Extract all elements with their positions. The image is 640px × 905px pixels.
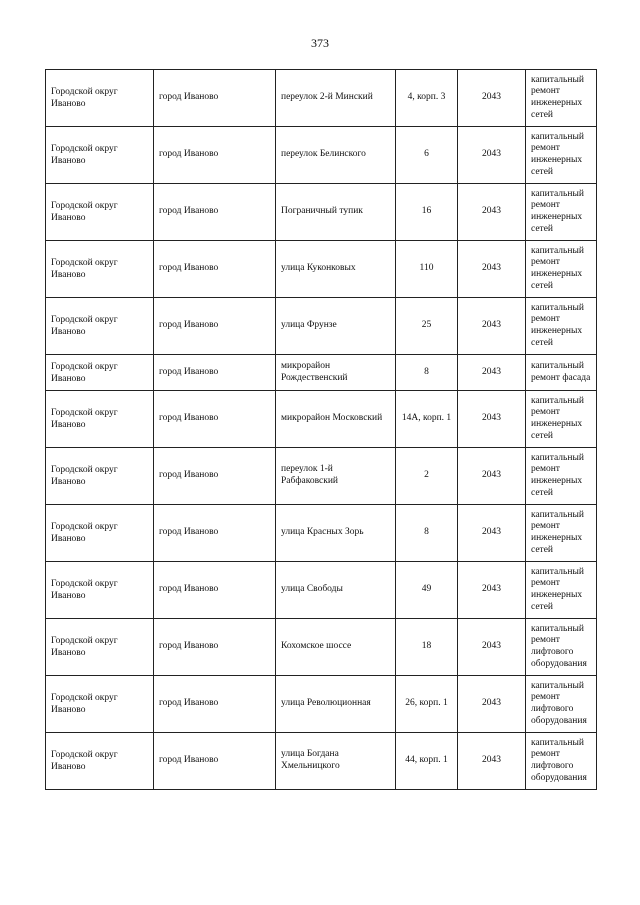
- work-type-cell: капитальный ремонт инженерных сетей: [526, 391, 597, 448]
- table-row: [46, 562, 597, 619]
- work-type-cell: капитальный ремонт инженерных сетей: [526, 562, 597, 619]
- work-type-cell: капитальный ремонт лифтового оборудования: [526, 619, 597, 676]
- table-row: [46, 127, 597, 184]
- year-cell: 2043: [458, 505, 526, 562]
- settlement-cell: город Иваново: [154, 298, 276, 355]
- work-type-cell: капитальный ремонт инженерных сетей: [526, 298, 597, 355]
- table-row: [46, 448, 597, 505]
- work-type-cell: капитальный ремонт инженерных сетей: [526, 505, 597, 562]
- table-row: [46, 241, 597, 298]
- house-cell: 25: [396, 298, 458, 355]
- year-cell: 2043: [458, 448, 526, 505]
- settlement-cell: город Иваново: [154, 127, 276, 184]
- municipality-cell: Городской округ Иваново: [46, 184, 154, 241]
- municipality-cell: Городской округ Иваново: [46, 505, 154, 562]
- house-cell: 8: [396, 355, 458, 391]
- house-cell: 44, корп. 1: [396, 733, 458, 790]
- work-type-cell: капитальный ремонт инженерных сетей: [526, 448, 597, 505]
- work-type-cell: капитальный ремонт инженерных сетей: [526, 70, 597, 127]
- year-cell: 2043: [458, 355, 526, 391]
- settlement-cell: город Иваново: [154, 505, 276, 562]
- settlement-cell: город Иваново: [154, 733, 276, 790]
- settlement-cell: город Иваново: [154, 562, 276, 619]
- settlement-cell: город Иваново: [154, 676, 276, 733]
- house-cell: 4, корп. 3: [396, 70, 458, 127]
- municipality-cell: Городской округ Иваново: [46, 676, 154, 733]
- settlement-cell: город Иваново: [154, 355, 276, 391]
- house-cell: 16: [396, 184, 458, 241]
- repair-schedule-table: [45, 69, 597, 790]
- settlement-cell: город Иваново: [154, 70, 276, 127]
- municipality-cell: Городской округ Иваново: [46, 391, 154, 448]
- table-row: [46, 733, 597, 790]
- year-cell: 2043: [458, 676, 526, 733]
- work-type-cell: капитальный ремонт инженерных сетей: [526, 127, 597, 184]
- year-cell: 2043: [458, 241, 526, 298]
- house-cell: 18: [396, 619, 458, 676]
- street-cell: улица Революционная: [276, 676, 396, 733]
- year-cell: 2043: [458, 391, 526, 448]
- municipality-cell: Городской округ Иваново: [46, 127, 154, 184]
- page-number: 373: [311, 36, 329, 50]
- municipality-cell: Городской округ Иваново: [46, 448, 154, 505]
- work-type-cell: капитальный ремонт инженерных сетей: [526, 184, 597, 241]
- work-type-cell: капитальный ремонт лифтового оборудования: [526, 676, 597, 733]
- street-cell: улица Свободы: [276, 562, 396, 619]
- table-row: [46, 355, 597, 391]
- municipality-cell: Городской округ Иваново: [46, 733, 154, 790]
- year-cell: 2043: [458, 298, 526, 355]
- year-cell: 2043: [458, 70, 526, 127]
- street-cell: улица Фрунзе: [276, 298, 396, 355]
- municipality-cell: Городской округ Иваново: [46, 241, 154, 298]
- table-row: [46, 391, 597, 448]
- street-cell: переулок 2-й Минский: [276, 70, 396, 127]
- street-cell: микрорайон Рождественский: [276, 355, 396, 391]
- street-cell: переулок Белинского: [276, 127, 396, 184]
- settlement-cell: город Иваново: [154, 391, 276, 448]
- year-cell: 2043: [458, 127, 526, 184]
- house-cell: 8: [396, 505, 458, 562]
- house-cell: 26, корп. 1: [396, 676, 458, 733]
- street-cell: микрорайон Московский: [276, 391, 396, 448]
- municipality-cell: Городской округ Иваново: [46, 619, 154, 676]
- street-cell: Кохомское шоссе: [276, 619, 396, 676]
- table-row: [46, 184, 597, 241]
- table-row: [46, 505, 597, 562]
- street-cell: улица Куконковых: [276, 241, 396, 298]
- settlement-cell: город Иваново: [154, 619, 276, 676]
- table-row: [46, 619, 597, 676]
- street-cell: улица Богдана Хмельницкого: [276, 733, 396, 790]
- settlement-cell: город Иваново: [154, 184, 276, 241]
- table-row: [46, 676, 597, 733]
- table-row: [46, 70, 597, 127]
- year-cell: 2043: [458, 184, 526, 241]
- municipality-cell: Городской округ Иваново: [46, 355, 154, 391]
- house-cell: 49: [396, 562, 458, 619]
- settlement-cell: город Иваново: [154, 448, 276, 505]
- street-cell: переулок 1-й Рабфаковский: [276, 448, 396, 505]
- year-cell: 2043: [458, 733, 526, 790]
- municipality-cell: Городской округ Иваново: [46, 562, 154, 619]
- house-cell: 2: [396, 448, 458, 505]
- house-cell: 110: [396, 241, 458, 298]
- table-row: [46, 298, 597, 355]
- work-type-cell: капитальный ремонт лифтового оборудования: [526, 733, 597, 790]
- year-cell: 2043: [458, 562, 526, 619]
- municipality-cell: Городской округ Иваново: [46, 298, 154, 355]
- house-cell: 6: [396, 127, 458, 184]
- street-cell: улица Красных Зорь: [276, 505, 396, 562]
- street-cell: Пограничный тупик: [276, 184, 396, 241]
- work-type-cell: капитальный ремонт фасада: [526, 355, 597, 391]
- year-cell: 2043: [458, 619, 526, 676]
- settlement-cell: город Иваново: [154, 241, 276, 298]
- work-type-cell: капитальный ремонт инженерных сетей: [526, 241, 597, 298]
- house-cell: 14А, корп. 1: [396, 391, 458, 448]
- municipality-cell: Городской округ Иваново: [46, 70, 154, 127]
